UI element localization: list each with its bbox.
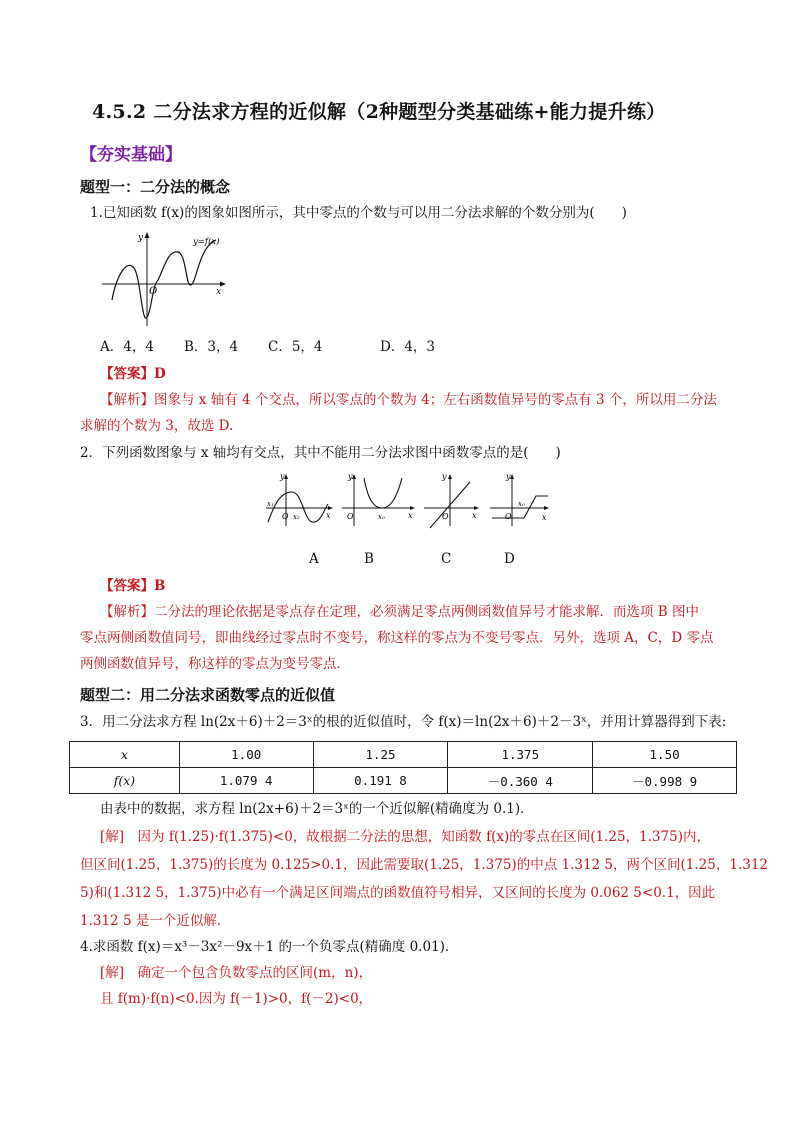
- page-title: 4.5.2 二分法求方程的近似解（2种题型分类基础练+能力提升练）: [92, 101, 666, 123]
- q2-figure-label-a: A: [309, 551, 319, 567]
- q2-stem: 2．下列函数图象与 x 轴均有交点，其中不能用二分法求图中函数零点的是( ): [80, 445, 561, 461]
- q1-graph: [100, 228, 230, 328]
- svg-text:y: y: [506, 472, 511, 481]
- q2-graphs: [262, 470, 552, 530]
- q1-option-c: C．5，4: [268, 339, 323, 355]
- svg-text:x₀: x₀: [378, 513, 385, 521]
- q2-analysis-line2: 零点两侧函数值同号，即曲线经过零点时不变号，称这样的零点为不变号零点．另外，选项 A，C，D 零点: [80, 630, 714, 646]
- q4-solution-line2: 且 f(m)·f(n)<0.因为 f(－1)>0，f(－2)<0，: [100, 991, 373, 1007]
- svg-text:x₂: x₂: [293, 513, 300, 521]
- q2-graph-d: [490, 472, 549, 526]
- q3-solution-line4: 1.312 5 是一个近似解．: [80, 913, 231, 929]
- q1-option-b: B．3，4: [184, 339, 239, 355]
- table-header-cell: 1.50: [593, 742, 737, 768]
- svg-text:y: y: [442, 472, 447, 481]
- q1-option-a: A．4，4: [100, 339, 154, 355]
- q2-figure-label-d: D: [504, 551, 515, 567]
- svg-text:x: x: [326, 511, 331, 520]
- q2-analysis-line3: 两侧函数值异号，称这样的零点为变号零点．: [80, 656, 350, 672]
- svg-text:O: O: [282, 512, 289, 521]
- type2-heading: 题型二：用二分法求函数零点的近似值: [80, 686, 336, 704]
- type1-heading: 题型一：二分法的概念: [80, 178, 231, 196]
- q1-answer: 【答案】D: [100, 366, 166, 382]
- svg-text:O: O: [347, 512, 354, 521]
- table-row: [70, 742, 737, 768]
- table-row: [70, 768, 737, 794]
- table-cell: －0.998 9: [593, 768, 737, 794]
- svg-text:x: x: [408, 511, 413, 520]
- table-header-cell: 1.00: [179, 742, 313, 768]
- q4-solution-line1: [解] 确定一个包含负数零点的区间(m，n)，: [100, 965, 373, 981]
- q1-fn-label: y=f(x): [193, 237, 220, 247]
- q2-figure-label-c: C: [441, 551, 452, 567]
- svg-text:O: O: [505, 512, 512, 521]
- table-cell: －0.360 4: [448, 768, 593, 794]
- table-cell: 1.079 4: [179, 768, 313, 794]
- table-header-cell: 1.25: [313, 742, 448, 768]
- q2-graph-c: [424, 472, 479, 528]
- q3-table: [69, 741, 737, 794]
- q2-answer: 【答案】B: [100, 578, 166, 594]
- svg-text:y: y: [280, 472, 285, 481]
- q1-curve: [112, 240, 216, 318]
- q1-y-label: y: [138, 233, 144, 243]
- q1-option-d: D．4，3: [380, 339, 436, 355]
- q1-analysis-line2: 求解的个数为 3，故选 D.: [80, 418, 234, 434]
- table-cell: f(x): [70, 768, 180, 794]
- svg-text:x₀: x₀: [518, 500, 525, 508]
- q2-figure-label-b: B: [364, 551, 374, 567]
- q1-stem: 1.已知函数 f(x)的图象如图所示，其中零点的个数与可以用二分法求解的个数分别为( ): [90, 205, 627, 221]
- q1-origin-label: O: [149, 286, 158, 297]
- q4-stem: 4.求函数 f(x)＝x³－3x²－9x＋1 的一个负零点(精确度 0.01)．: [80, 939, 459, 955]
- svg-text:O: O: [442, 512, 449, 521]
- q3-prompt: 由表中的数据，求方程 ln(2x+6)＋2＝3ˣ的一个近似解(精确度为 0.1)．: [100, 801, 534, 817]
- table-header-cell: x: [70, 742, 180, 768]
- svg-text:x: x: [542, 513, 547, 522]
- q3-solution-line1: [解] 因为 f(1.25)·f(1.375)<0，故根据二分法的思想，知函数 f(x)的零点在区间(1.25，1.375)内，: [100, 829, 710, 845]
- q2-analysis-line1: 【解析】二分法的理论依据是零点存在定理，必须满足零点两侧函数值异号才能求解．而选项 B 图中: [100, 604, 700, 620]
- q2-graph-b: [342, 472, 415, 526]
- q3-solution-line3: 5)和(1.312 5，1.375)中必有一个满足区间端点的函数值符号相异，又区间的长度为 0.062 5<0.1，因此: [80, 885, 716, 901]
- section-heading: 【夯实基础】: [80, 145, 182, 165]
- svg-text:y: y: [348, 472, 353, 481]
- q1-analysis-line1: 【解析】图象与 x 轴有 4 个交点，所以零点的个数为 4；左右函数值异号的零点有 3 个，所以用二分法: [100, 392, 717, 408]
- svg-text:x: x: [472, 511, 477, 520]
- q3-solution-line2: 但区间(1.25，1.375)的长度为 0.125>0.1，因此需要取(1.25，1.375)的中点 1.312 5，两个区间(1.25，1.312: [80, 857, 768, 873]
- table-header-cell: 1.375: [448, 742, 593, 768]
- q3-stem: 3．用二分法求方程 ln(2x＋6)＋2＝3ˣ的根的近似值时，令 f(x)＝ln(2x＋6)＋2－3ˣ，并用计算器得到下表:: [80, 714, 727, 730]
- table-cell: 0.191 8: [313, 768, 448, 794]
- q1-x-label: x: [216, 287, 222, 297]
- svg-text:x₁: x₁: [267, 500, 274, 508]
- q2-graph-a: [266, 472, 333, 526]
